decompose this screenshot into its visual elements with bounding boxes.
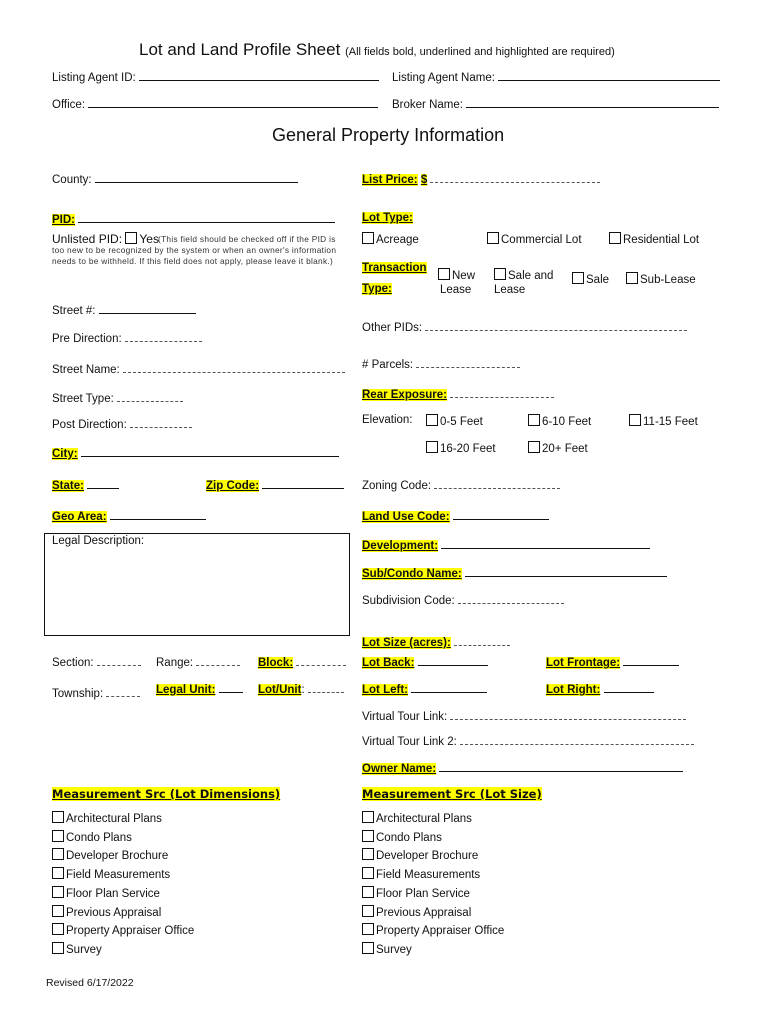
- option-label: Sale: [586, 274, 610, 286]
- label: Development:: [362, 540, 439, 552]
- list-price-field[interactable]: [362, 172, 600, 186]
- option-label: 0-5 Feet: [440, 416, 483, 428]
- pid-field[interactable]: [52, 212, 335, 226]
- lot-back-input[interactable]: [418, 655, 488, 666]
- owner-name-input[interactable]: [439, 761, 683, 772]
- option-label: Acreage: [376, 234, 419, 246]
- revised-date: Revised 6/17/2022: [46, 977, 134, 989]
- city-field[interactable]: [52, 446, 339, 460]
- title-note: (All fields bold, underlined and highlighted are required): [345, 46, 615, 58]
- sale-checkbox[interactable]: [572, 272, 584, 284]
- section-title: General Property Information: [272, 125, 505, 145]
- elev-0-5-checkbox[interactable]: [426, 414, 438, 426]
- residential-lot-checkbox[interactable]: [609, 232, 621, 244]
- lot-right-field[interactable]: [546, 682, 654, 696]
- zip-input[interactable]: [262, 478, 344, 489]
- option-label: Residential Lot: [623, 234, 700, 246]
- label: Post Direction:: [52, 419, 127, 431]
- new-lease-option[interactable]: [438, 268, 475, 297]
- township-field[interactable]: [52, 686, 140, 700]
- option-checkbox[interactable]: [362, 942, 374, 954]
- option-label: Field Measurements: [376, 869, 481, 882]
- option-label: Condo Plans: [66, 831, 132, 844]
- sub-condo-name-field[interactable]: [362, 566, 667, 580]
- option-checkbox[interactable]: [362, 905, 374, 917]
- option-checkbox[interactable]: [362, 923, 374, 935]
- option-checkbox[interactable]: [52, 848, 64, 860]
- elev-0-5-option[interactable]: [426, 414, 483, 428]
- label: Subdivision Code:: [362, 595, 455, 607]
- option-label: 11-15 Feet: [643, 416, 698, 428]
- option-label: Survey: [376, 943, 412, 956]
- subdivision-code-field[interactable]: [362, 593, 564, 607]
- option-checkbox[interactable]: [52, 923, 64, 935]
- city-input[interactable]: [81, 446, 339, 457]
- owner-name-field[interactable]: [362, 761, 683, 775]
- sale-and-lease-checkbox[interactable]: [494, 268, 506, 280]
- option-checkbox[interactable]: [52, 905, 64, 917]
- option-label: 6-10 Feet: [542, 416, 592, 428]
- subdivision-code-input[interactable]: [458, 593, 564, 604]
- transaction-type-label: [362, 262, 427, 274]
- sub-lease-checkbox[interactable]: [626, 272, 638, 284]
- option-label: 20+ Feet: [542, 443, 588, 455]
- street-name-input[interactable]: [123, 362, 345, 373]
- label: Land Use Code:: [362, 511, 450, 523]
- lot-back-field[interactable]: [362, 655, 488, 669]
- label: Lot Size (acres):: [362, 637, 451, 649]
- range-input[interactable]: [196, 655, 240, 666]
- development-field[interactable]: [362, 538, 650, 552]
- label: Office:: [52, 99, 86, 111]
- elev-16-20-checkbox[interactable]: [426, 441, 438, 453]
- street-num-input[interactable]: [99, 303, 196, 314]
- lot-unit-input[interactable]: [308, 682, 344, 693]
- parcels-input[interactable]: [416, 357, 520, 368]
- label: Virtual Tour Link:: [362, 711, 448, 723]
- lot-right-input[interactable]: [604, 682, 654, 693]
- list-item[interactable]: [52, 886, 160, 900]
- label: Township:: [52, 688, 104, 700]
- option-label: Previous Appraisal: [376, 906, 472, 919]
- label: Sub/Condo Name:: [362, 568, 462, 580]
- label: Pre Direction:: [52, 333, 122, 345]
- zip-field[interactable]: [206, 478, 344, 492]
- label: Street #:: [52, 305, 96, 317]
- virtual-tour-2-input[interactable]: [460, 734, 694, 745]
- pre-direction-input[interactable]: [125, 331, 202, 342]
- option-checkbox[interactable]: [52, 811, 64, 823]
- township-input[interactable]: [106, 686, 140, 697]
- option-checkbox[interactable]: [52, 886, 64, 898]
- label: Lot Type:: [362, 212, 413, 224]
- sub-lease-option[interactable]: [626, 272, 696, 286]
- office-field[interactable]: [52, 97, 378, 111]
- label: Listing Agent Name:: [392, 72, 495, 84]
- street-num-field[interactable]: [52, 303, 196, 317]
- option-label: Sale and: [508, 270, 554, 282]
- elev-6-10-checkbox[interactable]: [528, 414, 540, 426]
- lot-left-input[interactable]: [411, 682, 487, 693]
- option-label: Survey: [66, 943, 102, 956]
- list-item[interactable]: [362, 867, 480, 881]
- pre-direction-field[interactable]: [52, 331, 202, 345]
- geo-area-input[interactable]: [110, 509, 206, 520]
- block-field[interactable]: [258, 655, 346, 669]
- label: Lot Left:: [362, 684, 408, 696]
- option-label: Developer Brochure: [376, 850, 479, 863]
- label: State:: [52, 480, 84, 492]
- option-checkbox[interactable]: [362, 886, 374, 898]
- option-label: New: [452, 270, 476, 282]
- measurement-dimensions-title: [52, 787, 280, 801]
- other-pids-input[interactable]: [425, 320, 687, 331]
- label: Geo Area:: [52, 511, 107, 523]
- listing-agent-id-input[interactable]: [139, 70, 379, 81]
- virtual-tour-2-field[interactable]: [362, 734, 694, 748]
- option-label: Previous Appraisal: [66, 906, 162, 919]
- commercial-lot-checkbox[interactable]: [487, 232, 499, 244]
- list-item[interactable]: [52, 923, 194, 937]
- virtual-tour-input[interactable]: [450, 709, 686, 720]
- other-pids-field[interactable]: [362, 320, 687, 334]
- residential-lot-option[interactable]: [609, 232, 699, 246]
- section-field[interactable]: [52, 655, 141, 669]
- label: Virtual Tour Link 2:: [362, 736, 457, 748]
- option-label: Architectural Plans: [376, 813, 472, 825]
- title-text: Lot and Land Profile Sheet: [139, 40, 341, 59]
- geo-area-field[interactable]: [52, 509, 206, 523]
- county-field[interactable]: [52, 172, 298, 186]
- lot-size-input[interactable]: [454, 635, 510, 646]
- list-price-input[interactable]: [430, 172, 600, 183]
- elev-20-plus-option[interactable]: [528, 441, 588, 455]
- option-label: Property Appraiser Office: [66, 925, 195, 938]
- sub-condo-name-input[interactable]: [465, 566, 667, 577]
- virtual-tour-field[interactable]: [362, 709, 686, 723]
- option-label: Floor Plan Service: [66, 887, 160, 900]
- elev-11-15-option[interactable]: [629, 414, 698, 428]
- list-item[interactable]: [52, 867, 170, 881]
- label: Type:: [362, 283, 392, 295]
- option-label: Property Appraiser Office: [376, 925, 505, 938]
- elevation-label: Elevation:: [362, 414, 413, 426]
- lot-size-field[interactable]: [362, 635, 510, 649]
- section-input[interactable]: [97, 655, 141, 666]
- label: Zoning Code:: [362, 480, 432, 492]
- label: Zip Code:: [206, 480, 260, 492]
- label: Owner Name:: [362, 763, 437, 775]
- list-item[interactable]: [52, 811, 162, 825]
- label: Rear Exposure:: [362, 389, 448, 401]
- title-text: Measurement Src (Lot Dimensions): [52, 787, 281, 801]
- label: Lot Frontage:: [546, 657, 621, 669]
- list-item[interactable]: [52, 942, 102, 956]
- dollar-sign: $: [420, 174, 428, 186]
- option-label-2: Lease: [494, 284, 526, 296]
- county-input[interactable]: [95, 172, 298, 183]
- elev-16-20-option[interactable]: [426, 441, 496, 455]
- transaction-type-label-2: [362, 283, 392, 295]
- listing-agent-name-field[interactable]: [392, 70, 720, 84]
- label: Legal Unit:: [156, 684, 216, 696]
- option-label: Field Measurements: [66, 869, 171, 882]
- lot-frontage-field[interactable]: [546, 655, 679, 669]
- label: Section:: [52, 657, 94, 669]
- lot-frontage-input[interactable]: [623, 655, 679, 666]
- option-checkbox[interactable]: [362, 848, 374, 860]
- elev-11-15-checkbox[interactable]: [629, 414, 641, 426]
- list-item[interactable]: [362, 830, 442, 844]
- option-checkbox[interactable]: [52, 942, 64, 954]
- label: PID:: [52, 214, 75, 226]
- land-use-code-field[interactable]: [362, 509, 549, 523]
- option-label: Sub-Lease: [640, 274, 696, 286]
- sale-and-lease-option[interactable]: [494, 268, 553, 297]
- option-label: 16-20 Feet: [440, 443, 496, 455]
- broker-name-field[interactable]: [392, 97, 719, 111]
- list-item[interactable]: [52, 830, 132, 844]
- acreage-option[interactable]: [362, 232, 419, 246]
- commercial-lot-option[interactable]: [487, 232, 582, 246]
- label: City:: [52, 448, 78, 460]
- rear-exposure-input[interactable]: [450, 387, 554, 398]
- post-direction-input[interactable]: [130, 417, 192, 428]
- label: Lot Back:: [362, 657, 415, 669]
- acreage-checkbox[interactable]: [362, 232, 374, 244]
- list-item[interactable]: [362, 848, 478, 862]
- block-input[interactable]: [296, 655, 346, 666]
- broker-name-input[interactable]: [466, 97, 719, 108]
- lot-unit-field[interactable]: [258, 682, 344, 696]
- legal-unit-field[interactable]: [156, 682, 243, 696]
- legal-description-box[interactable]: [44, 533, 350, 636]
- street-type-field[interactable]: [52, 391, 183, 405]
- list-item[interactable]: [52, 905, 161, 919]
- colon: :: [301, 684, 305, 696]
- sale-option[interactable]: [572, 272, 609, 286]
- list-item[interactable]: [362, 886, 470, 900]
- zoning-code-input[interactable]: [434, 478, 560, 489]
- option-label: Architectural Plans: [66, 813, 162, 825]
- label: Street Name:: [52, 364, 120, 376]
- state-field[interactable]: [52, 478, 119, 492]
- label: # Parcels:: [362, 359, 414, 371]
- new-lease-checkbox[interactable]: [438, 268, 450, 280]
- option-checkbox[interactable]: [362, 830, 374, 842]
- option-checkbox[interactable]: [52, 830, 64, 842]
- pid-input[interactable]: [78, 212, 335, 223]
- option-checkbox[interactable]: [362, 811, 374, 823]
- option-label-2: Lease: [440, 284, 472, 296]
- label: Block:: [258, 657, 294, 669]
- label: Transaction: [362, 262, 427, 274]
- label: Lot Right:: [546, 684, 601, 696]
- measurement-size-title: [362, 787, 542, 801]
- list-item[interactable]: [362, 905, 471, 919]
- zoning-code-field[interactable]: [362, 478, 560, 492]
- state-input[interactable]: [87, 478, 119, 489]
- option-checkbox[interactable]: [362, 867, 374, 879]
- unlisted-pid-note: (This field should be checked off if the PID is too new to be recognized by the system or when an owner's information needs to be withheld. If this field does not apply, please leave it blank.): [52, 234, 337, 266]
- lot-left-field[interactable]: [362, 682, 487, 696]
- street-name-field[interactable]: [52, 362, 345, 376]
- rear-exposure-field[interactable]: [362, 387, 554, 401]
- yes-label: Yes: [139, 232, 159, 246]
- list-item[interactable]: [362, 942, 412, 956]
- option-label: Developer Brochure: [66, 850, 169, 863]
- option-label: Condo Plans: [376, 831, 442, 844]
- option-label: Commercial Lot: [501, 234, 582, 246]
- label: Other PIDs:: [362, 322, 423, 334]
- elev-6-10-option[interactable]: [528, 414, 591, 428]
- option-label: Floor Plan Service: [376, 887, 470, 900]
- parcels-field[interactable]: [362, 357, 520, 371]
- listing-agent-name-input[interactable]: [498, 70, 720, 81]
- development-input[interactable]: [441, 538, 650, 549]
- lot-type-label: [362, 212, 413, 224]
- elev-20-plus-checkbox[interactable]: [528, 441, 540, 453]
- label: Broker Name:: [392, 99, 463, 111]
- office-input[interactable]: [88, 97, 378, 108]
- label: Range:: [156, 657, 194, 669]
- label: Unlisted PID:: [52, 232, 123, 246]
- land-use-code-input[interactable]: [453, 509, 549, 520]
- label: Lot/Unit: [258, 684, 302, 696]
- form-title: [139, 40, 615, 60]
- list-item[interactable]: [52, 848, 168, 862]
- list-item[interactable]: [362, 923, 504, 937]
- list-item[interactable]: [362, 811, 472, 825]
- label: Listing Agent ID:: [52, 72, 136, 84]
- listing-agent-id-field[interactable]: [52, 70, 379, 84]
- range-field[interactable]: [156, 655, 240, 669]
- label: County:: [52, 174, 92, 186]
- legal-unit-input[interactable]: [219, 682, 243, 693]
- label: List Price:: [362, 174, 418, 186]
- street-type-input[interactable]: [117, 391, 183, 402]
- label: Street Type:: [52, 393, 114, 405]
- post-direction-field[interactable]: [52, 417, 192, 431]
- legal-description-label: Legal Description:: [52, 535, 145, 547]
- option-checkbox[interactable]: [52, 867, 64, 879]
- title-text: Measurement Src (Lot Size): [362, 787, 542, 801]
